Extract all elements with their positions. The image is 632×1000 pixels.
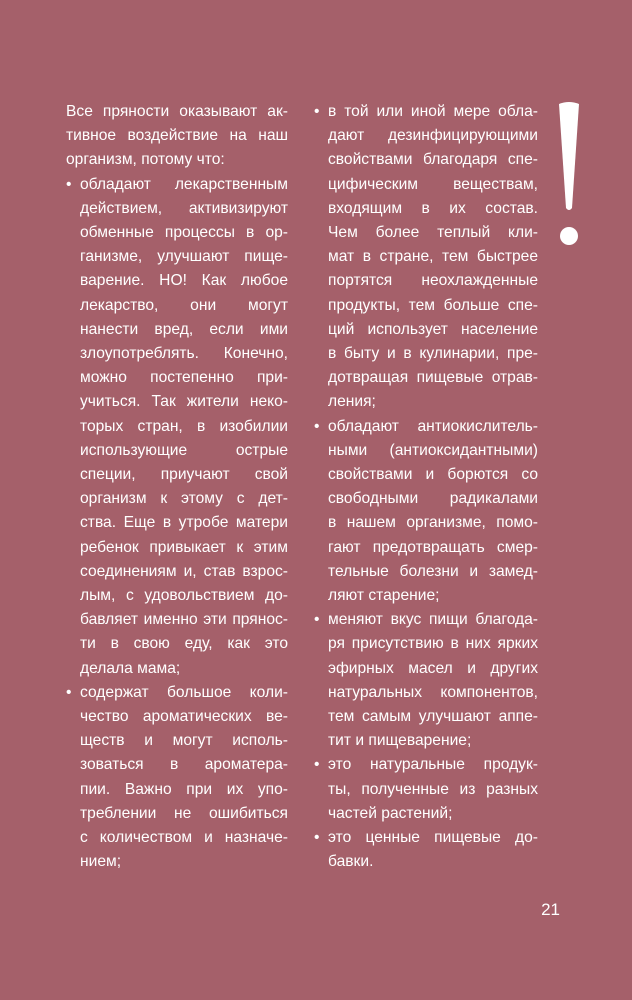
line-text: частей растений; bbox=[328, 804, 453, 822]
page-number: 21 bbox=[541, 900, 560, 919]
line-text: организм к этому с дет- bbox=[80, 490, 288, 508]
line-text: ты, полученные из разных bbox=[328, 780, 538, 798]
line-text: содержат большое коли- bbox=[80, 683, 288, 701]
text-line bbox=[66, 245, 288, 269]
bullet-icon: • bbox=[66, 175, 72, 193]
line-text: нанести вред, если ими bbox=[80, 320, 288, 338]
text-line bbox=[66, 584, 288, 608]
text-line bbox=[66, 390, 288, 414]
text-line bbox=[66, 536, 288, 560]
line-text: лекарство, они могут bbox=[80, 296, 288, 314]
left-text-column bbox=[66, 100, 288, 875]
line-text: ганизме, улучшают пище- bbox=[80, 248, 288, 266]
text-line bbox=[66, 657, 288, 681]
text-line bbox=[314, 729, 538, 753]
text-line bbox=[314, 632, 538, 656]
line-text: тит и пищеварение; bbox=[328, 732, 472, 750]
list-item-first-line bbox=[314, 100, 538, 124]
bullet-icon: • bbox=[314, 756, 320, 774]
list-item-first-line bbox=[314, 608, 538, 632]
text-line bbox=[314, 245, 538, 269]
line-text: продукты, тем больше спе- bbox=[328, 296, 538, 314]
list-item-first-line bbox=[66, 173, 288, 197]
bullet-icon: • bbox=[314, 611, 320, 629]
text-line bbox=[314, 269, 538, 293]
line-text: специи, приучают свой bbox=[80, 466, 288, 484]
line-text: дотвращая пищевые отрав- bbox=[328, 369, 538, 387]
line-text: чество ароматических ве- bbox=[80, 708, 288, 726]
line-text: свойствами благодаря спе- bbox=[328, 151, 538, 169]
line-text: треблении не ошибиться bbox=[80, 804, 288, 822]
line-text: с количеством и назначе- bbox=[80, 829, 288, 847]
line-text: ляют старение; bbox=[328, 587, 440, 605]
text-line bbox=[66, 148, 288, 172]
text-line bbox=[66, 826, 288, 850]
bullet-icon: • bbox=[314, 829, 320, 847]
line-text: обладают антиокислитель- bbox=[328, 417, 538, 435]
text-line bbox=[314, 390, 538, 414]
line-text: злоупотреблять. Конечно, bbox=[80, 345, 288, 363]
text-line bbox=[66, 802, 288, 826]
line-text: варение. НО! Как любое bbox=[80, 272, 288, 290]
line-text: использующие острые bbox=[80, 441, 288, 459]
line-text: ти в свою еду, как это bbox=[80, 635, 288, 653]
line-text: в быту и в кулинарии, пре- bbox=[328, 345, 538, 363]
text-line bbox=[314, 342, 538, 366]
text-line bbox=[66, 560, 288, 584]
text-line bbox=[66, 850, 288, 874]
text-line bbox=[66, 511, 288, 535]
text-line bbox=[314, 802, 538, 826]
text-line bbox=[314, 318, 538, 342]
line-text: ления; bbox=[328, 393, 376, 411]
line-text: ций использует население bbox=[328, 320, 538, 338]
line-text: делала мама; bbox=[80, 659, 181, 677]
text-line bbox=[314, 850, 538, 874]
line-text: мат в стране, тем быстрее bbox=[328, 248, 538, 266]
bullet-icon: • bbox=[314, 417, 320, 435]
text-line bbox=[314, 197, 538, 221]
line-text: можно постепенно при- bbox=[80, 369, 288, 387]
line-text: торых стран, в изобилии bbox=[80, 417, 288, 435]
line-text: в той или иной мере обла- bbox=[328, 103, 538, 120]
right-text-column bbox=[314, 100, 538, 875]
text-line bbox=[314, 536, 538, 560]
text-line bbox=[314, 584, 538, 608]
line-text: ребенок привыкает к этим bbox=[80, 538, 288, 556]
text-line bbox=[314, 463, 538, 487]
line-text: натуральных компонентов, bbox=[328, 683, 538, 701]
text-line bbox=[66, 487, 288, 511]
line-text: лым, с удовольствием до- bbox=[80, 587, 288, 605]
text-line bbox=[314, 560, 538, 584]
line-text: дают дезинфицирующими bbox=[328, 127, 538, 145]
text-line bbox=[66, 221, 288, 245]
line-text: обладают лекарственным bbox=[80, 175, 288, 193]
bullet-icon: • bbox=[314, 103, 320, 120]
text-line bbox=[66, 124, 288, 148]
text-line bbox=[66, 342, 288, 366]
text-line bbox=[66, 269, 288, 293]
text-line bbox=[314, 681, 538, 705]
text-line bbox=[314, 366, 538, 390]
line-text: входящим в их состав. bbox=[328, 199, 538, 217]
text-line bbox=[66, 294, 288, 318]
line-text: обменные процессы в ор- bbox=[80, 224, 288, 242]
list-item-first-line bbox=[314, 753, 538, 777]
text-line bbox=[66, 439, 288, 463]
line-text: ства. Еще в утробе матери bbox=[80, 514, 288, 532]
line-text: в нашем организме, помо- bbox=[328, 514, 538, 532]
line-text: нием; bbox=[80, 853, 122, 871]
line-text: Все пряности оказывают ак- bbox=[66, 103, 288, 120]
text-line bbox=[314, 148, 538, 172]
text-line bbox=[66, 318, 288, 342]
line-text: тельные болезни и замед- bbox=[328, 562, 538, 580]
line-text: зоваться в ароматера- bbox=[80, 756, 288, 774]
text-line bbox=[314, 173, 538, 197]
text-line bbox=[314, 705, 538, 729]
line-text: тем самым улучшают аппе- bbox=[328, 708, 538, 726]
text-line bbox=[66, 415, 288, 439]
line-text: пии. Важно при их упо- bbox=[80, 780, 288, 798]
line-text: эфирных масел и других bbox=[328, 659, 538, 677]
list-item-first-line bbox=[66, 681, 288, 705]
text-line bbox=[66, 778, 288, 802]
text-line bbox=[66, 100, 288, 124]
line-text: бавляет именно эти прянос- bbox=[80, 611, 288, 629]
bullet-icon: • bbox=[66, 683, 72, 701]
text-line bbox=[314, 511, 538, 535]
text-line bbox=[66, 632, 288, 656]
text-line bbox=[66, 608, 288, 632]
line-text: свойствами и борются со bbox=[328, 466, 538, 484]
line-text: учиться. Так жители неко- bbox=[80, 393, 288, 411]
list-item-first-line bbox=[314, 415, 538, 439]
line-text: соединениям и, став взрос- bbox=[80, 562, 288, 580]
line-text: цифическим веществам, bbox=[328, 175, 538, 193]
line-text: меняют вкус пищи благода- bbox=[328, 611, 538, 629]
line-text: действием, активизируют bbox=[80, 199, 288, 217]
line-text: ными (антиоксидантными) bbox=[328, 441, 538, 459]
line-text: гают предотвращать смер- bbox=[328, 538, 538, 556]
line-text: организм, потому что: bbox=[66, 151, 225, 169]
text-line bbox=[314, 487, 538, 511]
text-line bbox=[66, 705, 288, 729]
exclamation-mark-icon bbox=[556, 100, 582, 250]
line-text: ществ и могут исполь- bbox=[80, 732, 288, 750]
line-text: это ценные пищевые до- bbox=[328, 829, 538, 847]
text-line bbox=[314, 294, 538, 318]
line-text: тивное воздействие на наш bbox=[66, 127, 288, 145]
text-line bbox=[66, 197, 288, 221]
text-line bbox=[314, 124, 538, 148]
line-text: ря присутствию в них ярких bbox=[328, 635, 538, 653]
text-line bbox=[66, 366, 288, 390]
text-line bbox=[314, 778, 538, 802]
line-text: это натуральные продук- bbox=[328, 756, 538, 774]
text-line bbox=[66, 753, 288, 777]
line-text: Чем более теплый кли- bbox=[328, 224, 538, 242]
text-line bbox=[314, 439, 538, 463]
text-line bbox=[66, 463, 288, 487]
list-item-first-line bbox=[314, 826, 538, 850]
text-line bbox=[314, 221, 538, 245]
line-text: свободными радикалами bbox=[328, 490, 538, 508]
line-text: бавки. bbox=[328, 853, 374, 871]
line-text: портятся неохлажденные bbox=[328, 272, 538, 290]
text-line bbox=[314, 657, 538, 681]
text-line bbox=[66, 729, 288, 753]
